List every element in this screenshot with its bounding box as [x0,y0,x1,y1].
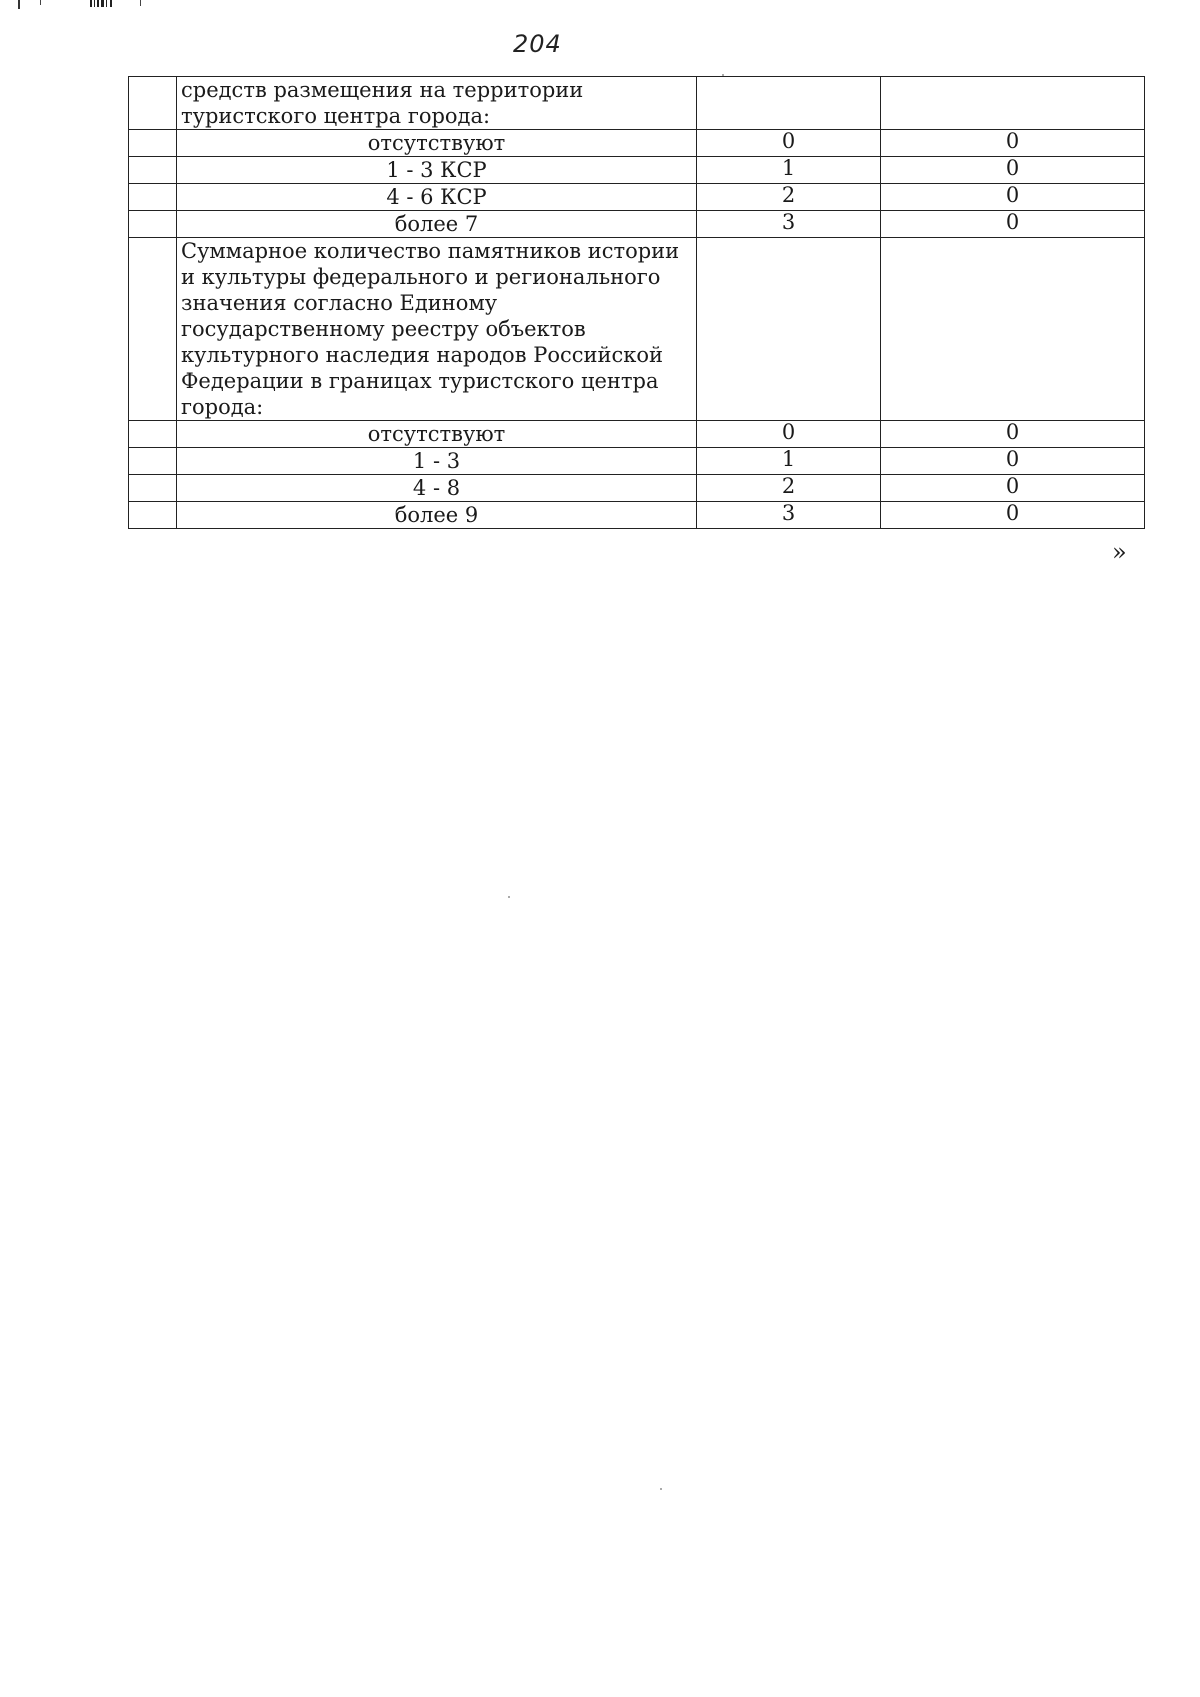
option-label: отсутствуют [177,130,697,157]
scan-artifact-marks [0,0,160,12]
table-row [129,421,1145,448]
row-number-cell [129,475,177,502]
table-row [129,184,1145,211]
option-value: 0 [881,157,1145,184]
option-label: 4 - 8 [177,475,697,502]
option-score: 1 [697,157,881,184]
score-cell [697,238,881,421]
option-label: 1 - 3 [177,448,697,475]
row-number-cell [129,238,177,421]
row-number-cell [129,502,177,529]
criteria-table [128,76,1145,529]
table-row [129,130,1145,157]
option-value: 0 [881,475,1145,502]
table-row [129,502,1145,529]
scan-speck [660,1488,662,1490]
row-number-cell [129,157,177,184]
closing-quote-mark: » [1112,538,1127,566]
criterion-description: средств размещения на территории туристского центра города: [177,77,697,130]
value-cell [881,77,1145,130]
table-row [129,475,1145,502]
option-label: отсутствуют [177,421,697,448]
row-number-cell [129,211,177,238]
option-value: 0 [881,502,1145,529]
row-number-cell [129,130,177,157]
score-cell [697,77,881,130]
table-row [129,157,1145,184]
option-label: более 7 [177,211,697,238]
option-score: 2 [697,184,881,211]
scan-speck [722,74,724,76]
option-label: 4 - 6 КСР [177,184,697,211]
option-value: 0 [881,421,1145,448]
table-row [129,448,1145,475]
row-number-cell [129,448,177,475]
option-label: более 9 [177,502,697,529]
row-number-cell [129,77,177,130]
table-row [129,77,1145,130]
table-row [129,238,1145,421]
option-value: 0 [881,130,1145,157]
option-score: 0 [697,130,881,157]
criterion-description: Суммарное количество памятников истории и культуры федерального и регионального значения согласно Единому государственному реестру объектов культурного наследия народов Российской Федерации в границах туристского центра города: [177,238,697,421]
option-value: 0 [881,211,1145,238]
row-number-cell [129,184,177,211]
option-label: 1 - 3 КСР [177,157,697,184]
option-score: 1 [697,448,881,475]
option-score: 0 [697,421,881,448]
option-score: 3 [697,502,881,529]
option-score: 2 [697,475,881,502]
option-score: 3 [697,211,881,238]
scan-speck [508,896,510,898]
option-value: 0 [881,448,1145,475]
value-cell [881,238,1145,421]
table-row [129,211,1145,238]
row-number-cell [129,421,177,448]
page-number: 204 [513,30,562,58]
option-value: 0 [881,184,1145,211]
